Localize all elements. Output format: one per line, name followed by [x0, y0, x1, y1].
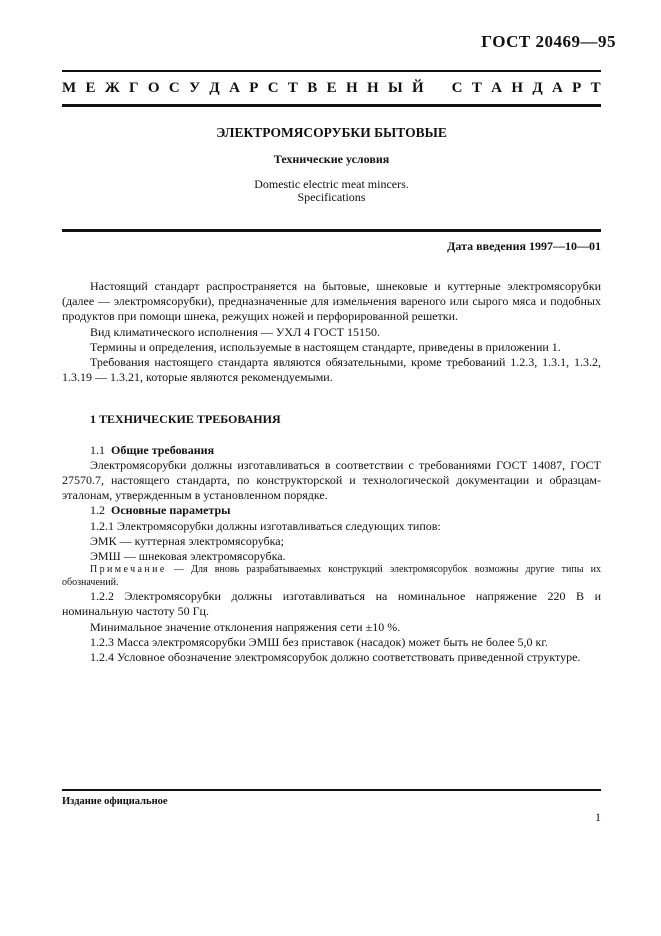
banner-letter: Т: [471, 80, 482, 96]
banner-letter: Е: [85, 80, 96, 96]
banner-letter: С: [267, 80, 279, 96]
paragraph: 1.2.1 Электромясорубки должны изготавливаться следующих типов:: [90, 518, 441, 533]
english-title-line: Specifications: [297, 190, 366, 204]
subsection-title: Основные параметры: [111, 503, 231, 518]
banner-letter: С: [451, 80, 463, 96]
banner-letter: С: [168, 80, 180, 96]
gost-number: ГОСТ 20469—95: [481, 32, 616, 51]
banner-letter: А: [552, 80, 563, 96]
banner-letter: У: [189, 80, 201, 96]
banner-letter: Т: [590, 80, 601, 96]
intro-paragraph: Термины и определения, используемые в настоящем стандарте, приведены в приложении 1.: [90, 339, 561, 354]
banner-letter: Ж: [104, 80, 120, 96]
document-subtitle: Технические условия: [273, 152, 390, 166]
paragraph: 1.2.3 Масса электромясорубки ЭМШ без приставок (насадок) может быть не более 5,0 кг.: [90, 634, 548, 649]
type-item: ЭМК — куттерная электромясорубка;: [90, 533, 284, 548]
english-title-line: Domestic electric meat mincers.: [254, 177, 409, 191]
banner-letter: Н: [366, 80, 379, 96]
section-heading: 1 ТЕХНИЧЕСКИЕ ТРЕБОВАНИЯ: [90, 412, 281, 427]
note-text: — Для вновь разрабатываемых конструкций электромясорубок возможны другие типы их обозначений.: [62, 564, 601, 588]
paragraph: Электромясорубки должны изготавливаться в соответствии с требованиями ГОСТ 14087, ГОСТ 27570.7, настоящего стандарта, по конструкторской и технологической документации и образцам-эталонам, утвержденным в установленном порядке.: [62, 457, 601, 503]
banner-letter: О: [147, 80, 160, 96]
title-block-rule: [62, 229, 601, 232]
subsection-heading: [62, 443, 601, 458]
footer-rule: [62, 789, 601, 791]
banner-letter: Г: [129, 80, 139, 96]
intro-paragraph: Требования настоящего стандарта являются обязательными, кроме требований 1.2.3, 1.3.1, 1.3.2, 1.3.19 — 1.3.21, которые являются рекомендуемыми.: [62, 355, 601, 385]
subsection-title: Общие требования: [111, 442, 215, 457]
standard-banner: [62, 77, 601, 99]
document-title: ЭЛЕКТРОМЯСОРУБКИ БЫТОВЫЕ: [216, 125, 447, 140]
subsection-number: 1.2: [90, 503, 105, 518]
banner-letter: Р: [572, 80, 582, 96]
paragraph: 1.2.2 Электромясорубки должны изготавливаться на номинальное напряжение 220 В и номинальную частоту 50 Гц.: [62, 589, 601, 619]
subsection-number: 1.1: [90, 442, 105, 457]
banner-bottom-rule: [62, 104, 601, 107]
banner-letter: Т: [287, 80, 298, 96]
effective-date: Дата введения 1997—10—01: [447, 239, 601, 253]
note: [62, 564, 601, 589]
subsection-heading: [62, 503, 601, 518]
banner-letter: Й: [412, 80, 424, 96]
banner-letter: Н: [345, 80, 358, 96]
banner-letter: А: [491, 80, 503, 96]
note-label: Примечание: [90, 564, 167, 576]
banner-letter: В: [307, 80, 318, 96]
intro-paragraph: Вид климатического исполнения — УХЛ 4 ГОСТ 15150.: [90, 324, 380, 339]
banner-letter: Е: [326, 80, 337, 96]
banner-letter: Д: [532, 80, 543, 96]
english-title: [62, 178, 601, 204]
intro-paragraph: Настоящий стандарт распространяется на бытовые, шнековые и куттерные электромясорубки (далее — электромясорубки), предназначенные для измельчения вареного или сырого мяса и подобных продуктов при помощи шнека, режущих ножей и перфорированной решетки.: [62, 279, 601, 324]
type-item: ЭМШ — шнековая электромясорубка.: [90, 549, 286, 564]
banner-letter: М: [62, 80, 77, 96]
page-number: 1: [595, 810, 601, 824]
banner-letter: Н: [511, 80, 524, 96]
top-rule: [62, 70, 601, 72]
paragraph: 1.2.4 Условное обозначение электромясорубок должно соответствовать приведенной структуре.: [90, 650, 581, 665]
banner-letter: А: [229, 80, 240, 96]
paragraph: Минимальное значение отклонения напряжения сети ±10 %.: [90, 619, 401, 634]
banner-letter: Д: [209, 80, 220, 96]
banner-letter: Ы: [387, 80, 403, 96]
body-text: [62, 279, 601, 665]
edition-label: Издание официальное: [62, 796, 168, 807]
banner-letter: Р: [249, 80, 259, 96]
